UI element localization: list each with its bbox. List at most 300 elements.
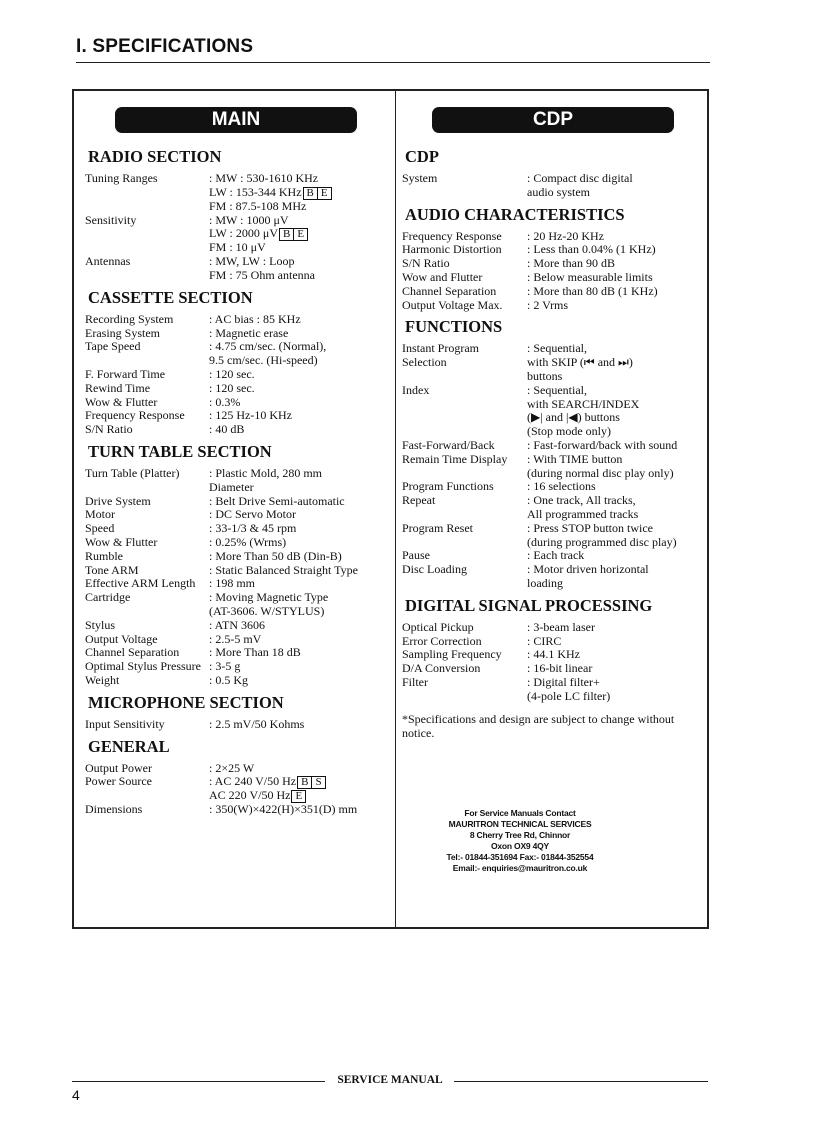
spec-value-text: : Magnetic erase <box>209 325 289 340</box>
spec-value-line <box>527 549 707 563</box>
spec-value-line <box>209 186 390 200</box>
spec-row <box>402 285 707 299</box>
spec-value-line <box>527 230 707 244</box>
spec-label: Wow & Flutter <box>85 534 158 549</box>
spec-value-line <box>527 480 707 494</box>
region-code-box: E <box>317 187 332 200</box>
spec-value-line <box>527 425 707 439</box>
spec-value <box>209 423 390 437</box>
spec-value-text: FM : 75 Ohm antenna <box>209 267 315 282</box>
section-title: TURN TABLE SECTION <box>88 441 272 461</box>
spec-value <box>209 660 390 674</box>
main-column <box>85 147 390 822</box>
spec-row <box>85 172 390 214</box>
spec-value-text: : Fast-forward/back with sound <box>527 437 678 452</box>
spec-value <box>209 619 390 633</box>
spec-value-text: : Compact disc digital <box>527 171 633 185</box>
spec-value-line <box>527 370 707 384</box>
spec-value-text: : Motor driven horizontal <box>527 562 649 577</box>
spec-value-text: AC 220 V/50 Hz <box>209 788 291 803</box>
spec-section <box>85 288 390 437</box>
spec-row <box>402 342 707 356</box>
spec-value-text: : DC Servo Motor <box>209 507 296 522</box>
section-title: MICROPHONE SECTION <box>88 692 284 712</box>
spec-label: S/N Ratio <box>402 256 450 271</box>
spec-value-text: FM : 10 μV <box>209 240 266 255</box>
spec-value-line <box>527 494 707 508</box>
spec-row <box>402 621 707 635</box>
spec-value <box>209 674 390 688</box>
spec-value-line <box>209 803 390 817</box>
spec-row <box>402 439 707 453</box>
spec-value-text: (▶| and |◀) buttons <box>527 410 620 425</box>
spec-label: Recording System <box>85 311 174 326</box>
spec-value-line <box>527 271 707 285</box>
spec-section <box>402 317 707 590</box>
spec-value <box>527 342 707 356</box>
spec-label: Rewind Time <box>85 380 151 395</box>
spec-value <box>209 396 390 410</box>
section-title: FUNCTIONS <box>405 317 503 337</box>
spec-label: Antennas <box>85 254 131 269</box>
spec-label: Error Correction <box>402 633 482 648</box>
spec-value-text: (during normal disc play only) <box>527 465 674 480</box>
spec-value <box>527 522 707 550</box>
spec-row <box>402 356 707 384</box>
contact-line: Email:- enquiries@mauritron.co.uk <box>452 863 588 873</box>
spec-value-text: Diameter <box>209 479 254 494</box>
spec-value-text: : MW : 530-1610 KHz <box>209 171 319 185</box>
spec-row <box>85 762 390 776</box>
spec-value-text: : 350(W)×422(H)×351(D) mm <box>209 802 358 817</box>
spec-section <box>85 693 390 732</box>
spec-row <box>85 409 390 423</box>
spec-value-line <box>209 340 390 354</box>
spec-label: Optical Pickup <box>402 619 474 634</box>
spec-value-text: : 125 Hz-10 KHz <box>209 408 292 423</box>
cdp-banner: CDP <box>432 107 674 133</box>
spec-label: Turn Table (Platter) <box>85 465 180 480</box>
spec-value-line <box>527 467 707 481</box>
spec-value-text: : Each track <box>527 548 585 563</box>
spec-section <box>85 442 390 688</box>
spec-value <box>527 563 707 591</box>
spec-value <box>209 409 390 423</box>
spec-value-line <box>527 257 707 271</box>
spec-label: F. Forward Time <box>85 366 166 381</box>
spec-label: Cartridge <box>85 590 131 605</box>
spec-section <box>85 147 390 283</box>
spec-label: Channel Separation <box>402 283 497 298</box>
spec-value-text: audio system <box>527 184 590 199</box>
spec-section <box>85 737 390 818</box>
spec-value-line <box>209 591 390 605</box>
spec-value <box>209 382 390 396</box>
spec-value-line <box>209 660 390 674</box>
spec-row <box>402 676 707 704</box>
spec-value <box>209 368 390 382</box>
spec-value-text: : Press STOP button twice <box>527 520 654 535</box>
spec-value-text: : More than 90 dB <box>527 256 615 271</box>
spec-value-line <box>209 172 390 186</box>
spec-row <box>85 508 390 522</box>
spec-label: Stylus <box>85 617 116 632</box>
spec-value <box>527 285 707 299</box>
spec-value-text: : 0.5 Kg <box>209 672 248 687</box>
spec-row <box>85 577 390 591</box>
spec-value-line <box>209 368 390 382</box>
spec-value-line <box>209 396 390 410</box>
spec-value-line <box>209 508 390 522</box>
contact-line: Tel:- 01844-351694 Fax:- 01844-352554 <box>446 852 594 862</box>
spec-row <box>402 494 707 522</box>
spec-row <box>402 648 707 662</box>
spec-value-line <box>527 439 707 453</box>
spec-value-line <box>527 522 707 536</box>
spec-value-text: : MW : 1000 μV <box>209 212 289 227</box>
spec-value <box>209 577 390 591</box>
spec-value-text: : 2.5 mV/50 Kohms <box>209 716 305 731</box>
spec-value-text: : 120 sec. <box>209 366 255 381</box>
spec-value-text: : 40 dB <box>209 422 245 437</box>
region-code-box: B <box>279 228 294 241</box>
spec-value <box>527 243 707 257</box>
spec-section <box>402 205 707 313</box>
spec-value-line <box>527 690 707 704</box>
spec-value <box>527 549 707 563</box>
spec-value-line <box>209 327 390 341</box>
section-title: GENERAL <box>88 736 170 756</box>
section-title: CDP <box>405 147 439 166</box>
spec-value-line <box>527 577 707 591</box>
contact-line: Oxon OX9 4QY <box>490 841 550 851</box>
service-contact-block <box>420 808 620 874</box>
spec-value <box>527 662 707 676</box>
spec-row <box>402 662 707 676</box>
spec-value-text: : Less than 0.04% (1 KHz) <box>527 242 656 257</box>
spec-label: System <box>402 171 438 185</box>
spec-value-line <box>209 536 390 550</box>
spec-value <box>527 635 707 649</box>
spec-value-line <box>527 453 707 467</box>
spec-value-text: : 3-5 g <box>209 659 241 674</box>
spec-value-line <box>527 411 707 425</box>
page-number: 4 <box>72 1087 80 1103</box>
spec-label: Input Sensitivity <box>85 716 165 731</box>
spec-row <box>85 674 390 688</box>
spec-value <box>527 439 707 453</box>
spec-value-text: FM : 87.5-108 MHz <box>209 198 307 213</box>
spec-value-line <box>209 550 390 564</box>
spec-value-line <box>209 313 390 327</box>
region-code-box: B <box>297 776 312 789</box>
spec-value-text: : 4.75 cm/sec. (Normal), <box>209 339 327 354</box>
footer-rule-right <box>454 1081 708 1082</box>
spec-label: Program Functions <box>402 479 494 494</box>
spec-row <box>85 327 390 341</box>
spec-label: Harmonic Distortion <box>402 242 502 257</box>
spec-value-line <box>527 342 707 356</box>
spec-value-text: : Sequential, <box>527 341 587 356</box>
spec-label: Channel Separation <box>85 645 180 660</box>
spec-row <box>85 619 390 633</box>
spec-value-line <box>209 200 390 214</box>
spec-value-line <box>527 243 707 257</box>
spec-value-text: : 120 sec. <box>209 380 255 395</box>
spec-value-line <box>209 467 390 481</box>
spec-value-line <box>209 354 390 368</box>
spec-row <box>85 775 390 803</box>
spec-value-text: : 16 selections <box>527 479 596 494</box>
spec-value <box>527 621 707 635</box>
spec-row <box>85 340 390 368</box>
spec-label: Motor <box>85 507 115 522</box>
spec-value-line <box>527 676 707 690</box>
spec-label: Output Power <box>85 760 152 775</box>
spec-value-line <box>209 382 390 396</box>
spec-value <box>209 522 390 536</box>
spec-value-text: (during programmed disc play) <box>527 534 677 549</box>
spec-row <box>85 214 390 256</box>
spec-value <box>209 803 390 817</box>
spec-label: Output Voltage Max. <box>402 297 503 312</box>
spec-value-line <box>209 564 390 578</box>
column-divider <box>395 89 396 929</box>
section-title: DIGITAL SIGNAL PROCESSING <box>405 595 653 615</box>
spec-value-line <box>209 409 390 423</box>
spec-label: Erasing System <box>85 325 160 340</box>
spec-row <box>85 591 390 619</box>
spec-label: Wow & Flutter <box>85 394 158 409</box>
spec-label: D/A Conversion <box>402 661 481 676</box>
spec-label: Rumble <box>85 548 123 563</box>
spec-value-line <box>209 718 390 732</box>
spec-row <box>85 633 390 647</box>
spec-value-text: : 2.5-5 mV <box>209 631 262 646</box>
spec-value-line <box>527 285 707 299</box>
spec-value-line <box>209 269 390 283</box>
spec-value-text: : Moving Magnetic Type <box>209 590 329 605</box>
spec-value <box>527 356 707 384</box>
footer-rule-left <box>72 1081 325 1082</box>
spec-label: Tape Speed <box>85 339 141 354</box>
spec-value-text: : 44.1 KHz <box>527 647 580 662</box>
spec-value-text: with SEARCH/INDEX <box>527 396 640 411</box>
spec-value-text: (4-pole LC filter) <box>527 688 611 703</box>
spec-row <box>402 299 707 313</box>
contact-line: 8 Cherry Tree Rd, Chinnor <box>469 830 571 840</box>
spec-value-text: : 0.25% (Wrms) <box>209 534 287 549</box>
spec-value-line <box>209 227 390 241</box>
spec-row <box>85 467 390 495</box>
spec-value <box>209 646 390 660</box>
spec-value-line <box>209 214 390 228</box>
spec-value <box>527 299 707 313</box>
spec-value-text: with SKIP (⏮ and ⏭) <box>527 355 633 370</box>
spec-label: Program Reset <box>402 520 473 535</box>
spec-value-line <box>209 646 390 660</box>
spec-value-line <box>209 522 390 536</box>
spec-value-text: : 16-bit linear <box>527 661 593 676</box>
spec-row <box>85 313 390 327</box>
spec-value-line <box>527 398 707 412</box>
spec-value-text: : 20 Hz-20 KHz <box>527 228 604 243</box>
spec-label: Dimensions <box>85 802 143 817</box>
spec-value <box>527 648 707 662</box>
spec-value-text: : 2×25 W <box>209 760 255 775</box>
spec-label: Selection <box>402 355 447 370</box>
region-code-box: S <box>311 776 325 789</box>
spec-row <box>402 635 707 649</box>
spec-value-text: : With TIME button <box>527 451 623 466</box>
spec-row <box>85 255 390 283</box>
spec-value <box>527 257 707 271</box>
spec-value-line <box>209 674 390 688</box>
spec-value-text: LW : 2000 μV <box>209 226 278 241</box>
spec-row <box>85 550 390 564</box>
spec-value-text: : More Than 18 dB <box>209 645 301 660</box>
spec-value-line <box>209 481 390 495</box>
spec-row <box>402 384 707 439</box>
spec-row <box>402 257 707 271</box>
section-title: AUDIO CHARACTERISTICS <box>405 204 625 224</box>
spec-value <box>527 480 707 494</box>
spec-row <box>402 230 707 244</box>
spec-value <box>209 762 390 776</box>
spec-row <box>402 243 707 257</box>
section-title: CASSETTE SECTION <box>88 287 253 307</box>
spec-value-text: : Plastic Mold, 280 mm <box>209 465 323 480</box>
spec-value-line <box>209 241 390 255</box>
spec-row <box>85 368 390 382</box>
spec-value <box>209 495 390 509</box>
spec-label: Power Source <box>85 774 152 789</box>
spec-value-line <box>527 621 707 635</box>
spec-value-line <box>209 775 390 789</box>
spec-label: S/N Ratio <box>85 422 133 437</box>
spec-value <box>209 775 390 803</box>
spec-label: Repeat <box>402 493 436 508</box>
spec-value-text: buttons <box>527 368 563 383</box>
spec-value-text: : One track, All tracks, <box>527 493 636 508</box>
spec-value-text: : CIRC <box>527 633 562 648</box>
spec-value-text: : More than 80 dB (1 KHz) <box>527 283 658 298</box>
spec-value-text: : 0.3% <box>209 394 241 409</box>
spec-label: Instant Program <box>402 341 479 356</box>
spec-label: Weight <box>85 672 120 687</box>
spec-value-line <box>527 172 707 186</box>
spec-value <box>527 271 707 285</box>
spec-label: Tuning Ranges <box>85 171 158 185</box>
spec-label: Speed <box>85 521 115 536</box>
contact-line: For Service Manuals Contact <box>464 808 576 818</box>
spec-value-text: loading <box>527 575 563 590</box>
spec-row <box>402 480 707 494</box>
spec-value-line <box>209 423 390 437</box>
spec-value <box>209 172 390 214</box>
cdp-sections <box>402 147 707 704</box>
spec-value-line <box>527 356 707 370</box>
spec-label: Filter <box>402 674 428 689</box>
spec-value-text: : 2 Vrms <box>527 297 569 312</box>
spec-label: Index <box>402 382 430 397</box>
spec-row <box>85 522 390 536</box>
spec-value-line <box>209 633 390 647</box>
spec-label: Tone ARM <box>85 562 139 577</box>
spec-value <box>527 230 707 244</box>
spec-value-line <box>527 563 707 577</box>
spec-row <box>402 271 707 285</box>
spec-value-line <box>527 536 707 550</box>
spec-label: Disc Loading <box>402 562 467 577</box>
spec-label: Output Voltage <box>85 631 158 646</box>
page-title: I. SPECIFICATIONS <box>76 36 254 57</box>
spec-value-line <box>209 605 390 619</box>
spec-value-line <box>527 662 707 676</box>
spec-label: Drive System <box>85 493 151 508</box>
spec-value-text: (Stop mode only) <box>527 424 611 439</box>
spec-row <box>402 453 707 481</box>
spec-row <box>85 564 390 578</box>
spec-value-line <box>527 508 707 522</box>
spec-value-line <box>209 762 390 776</box>
spec-value-text: : AC 240 V/50 Hz <box>209 774 297 789</box>
spec-value-text: : 33-1/3 & 45 rpm <box>209 521 297 536</box>
spec-value-text: LW : 153-344 KHz <box>209 184 302 199</box>
spec-section <box>402 147 707 200</box>
spec-value <box>209 340 390 368</box>
spec-value <box>209 313 390 327</box>
spec-value-line <box>209 577 390 591</box>
spec-value-text: : 198 mm <box>209 576 256 591</box>
spec-value-line <box>527 384 707 398</box>
spec-row <box>402 172 707 200</box>
spec-value-text: All programmed tracks <box>527 506 639 521</box>
spec-value <box>527 494 707 522</box>
spec-row <box>402 522 707 550</box>
region-code-box: E <box>293 228 308 241</box>
spec-value <box>527 384 707 439</box>
footer-label: SERVICE MANUAL <box>337 1074 443 1086</box>
spec-row <box>402 563 707 591</box>
spec-row <box>402 549 707 563</box>
spec-label: Sampling Frequency <box>402 647 502 662</box>
spec-row <box>85 423 390 437</box>
spec-label: Wow and Flutter <box>402 269 483 284</box>
spec-value <box>209 718 390 732</box>
spec-value-text: : MW, LW : Loop <box>209 254 295 269</box>
spec-value <box>209 564 390 578</box>
spec-value <box>527 676 707 704</box>
spec-value <box>527 453 707 481</box>
spec-value-text: : Belt Drive Semi-automatic <box>209 493 345 508</box>
spec-value-line <box>527 299 707 313</box>
spec-label: Remain Time Display <box>402 451 508 466</box>
spec-value-text: : AC bias : 85 KHz <box>209 311 301 326</box>
spec-row <box>85 495 390 509</box>
spec-value <box>209 633 390 647</box>
spec-row <box>85 646 390 660</box>
spec-label: Effective ARM Length <box>85 576 196 591</box>
spec-row <box>85 803 390 817</box>
region-code-box: B <box>303 187 318 200</box>
spec-value-text: : Static Balanced Straight Type <box>209 562 358 577</box>
spec-value-line <box>209 255 390 269</box>
main-banner: MAIN <box>115 107 357 133</box>
spec-value <box>209 255 390 283</box>
specs-note: *Specifications and design are subject to change without notice. <box>402 711 675 740</box>
spec-value-text: : More Than 50 dB (Din-B) <box>209 548 342 563</box>
